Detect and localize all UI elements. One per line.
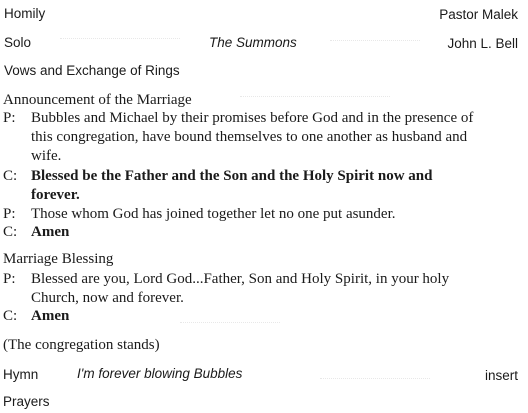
homily-leader: Pastor Malek bbox=[439, 7, 518, 22]
speaker-pastor: P: bbox=[3, 206, 16, 222]
blessing-heading: Marriage Blessing bbox=[3, 251, 114, 267]
speaker-congregation: C: bbox=[3, 308, 18, 324]
rubric-congregation-stands: (The congregation stands) bbox=[3, 337, 160, 353]
blessing-congregation-amen: Amen bbox=[31, 308, 70, 324]
bleed-through-2 bbox=[330, 40, 420, 49]
solo-label: Solo bbox=[4, 35, 32, 50]
announcement-congregation-amen: Amen bbox=[31, 224, 70, 240]
announcement-congregation-line-1: Blessed be the Father and the Son and the Holy Spirit now and bbox=[31, 168, 433, 184]
bleed-through-5 bbox=[320, 378, 430, 387]
hymn-title: I'm forever blowing Bubbles bbox=[77, 366, 243, 381]
vows-heading: Vows and Exchange of Rings bbox=[4, 63, 180, 78]
speaker-congregation: C: bbox=[3, 168, 18, 184]
announcement-pastor-declaration: Those whom God has joined together let no one put asunder. bbox=[31, 206, 396, 222]
bleed-through-1 bbox=[60, 38, 180, 47]
prayers-label: Prayers bbox=[3, 394, 50, 409]
solo-composer: John L. Bell bbox=[447, 36, 518, 51]
blessing-pastor-line-2: Church, now and forever. bbox=[31, 290, 184, 306]
speaker-pastor: P: bbox=[3, 110, 16, 126]
bleed-through-3 bbox=[240, 96, 390, 105]
announcement-pastor-line-1: Bubbles and Michael by their promises before God and in the presence of bbox=[31, 110, 474, 126]
hymn-insert-note: insert bbox=[484, 368, 518, 383]
solo-title: The Summons bbox=[209, 35, 297, 50]
announcement-heading: Announcement of the Marriage bbox=[3, 92, 192, 108]
blessing-pastor-line-1: Blessed are you, Lord God...Father, Son and Holy Spirit, in your holy bbox=[31, 271, 450, 287]
hymn-label: Hymn bbox=[3, 367, 39, 382]
announcement-congregation-line-2: forever. bbox=[31, 187, 80, 203]
homily-label: Homily bbox=[4, 6, 46, 21]
speaker-congregation: C: bbox=[3, 224, 18, 240]
speaker-pastor: P: bbox=[3, 271, 16, 287]
bleed-through-4 bbox=[180, 322, 280, 331]
announcement-pastor-line-2: this congregation, have bound themselves to one another as husband and bbox=[31, 129, 468, 145]
announcement-pastor-line-3: wife. bbox=[31, 148, 62, 164]
